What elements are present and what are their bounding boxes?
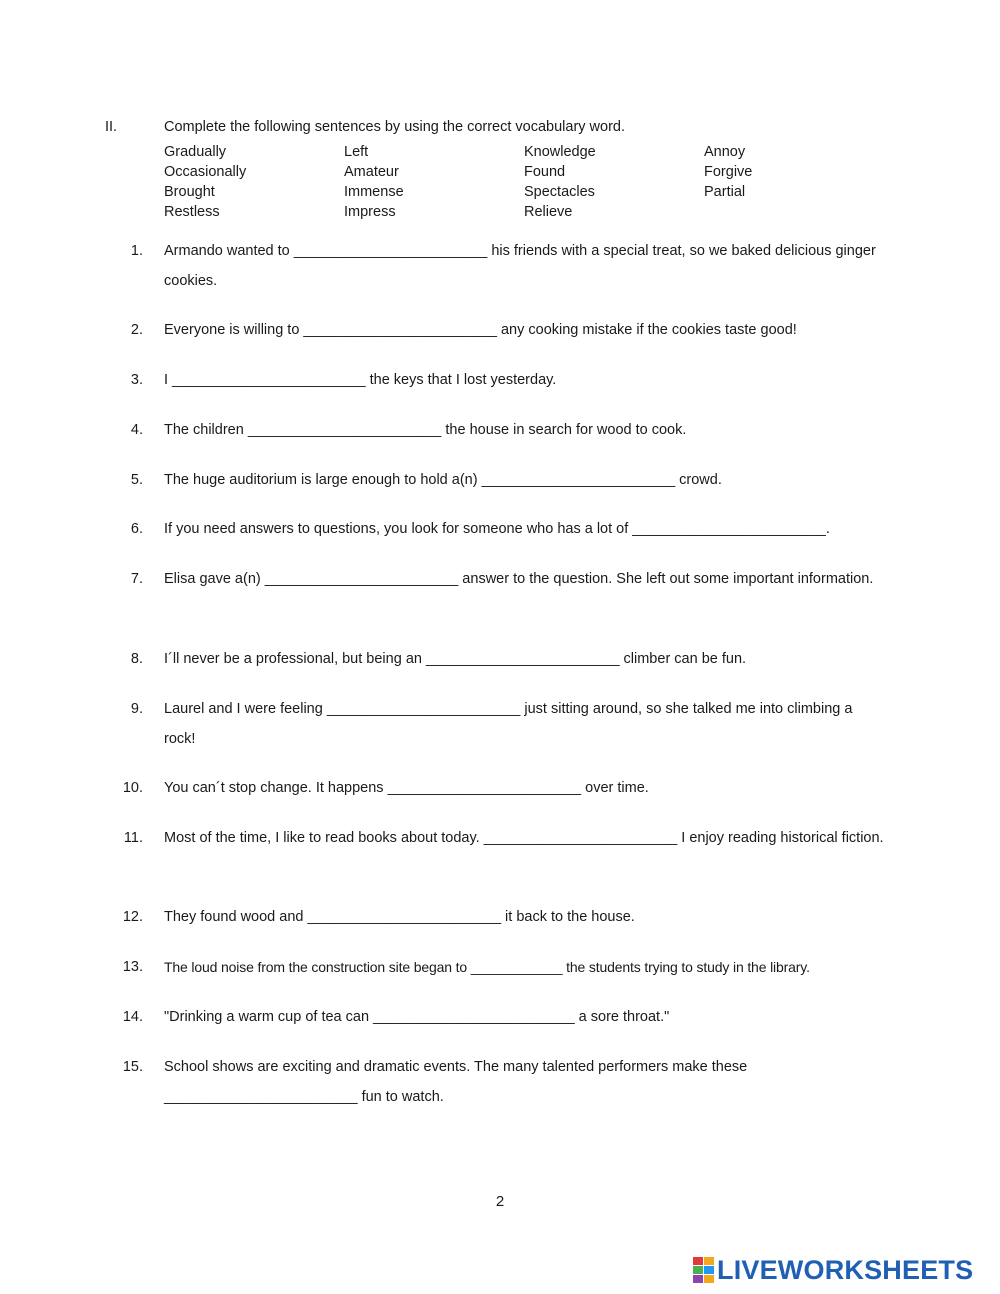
word-bank <box>164 142 884 222</box>
logo-mark-icon <box>693 1257 714 1283</box>
question-number: 9. <box>130 701 143 717</box>
word-bank-word: Annoy <box>704 144 746 160</box>
logo-text: LIVEWORKSHEETS <box>717 1255 974 1285</box>
logo-block <box>704 1257 714 1265</box>
word-bank-word: Immense <box>344 184 404 200</box>
question-number: 4. <box>130 422 143 438</box>
question-text: Most of the time, I like to read books about today. ________________________ I enjoy reading historical fiction. <box>164 830 884 846</box>
word-bank-word: Impress <box>344 204 396 220</box>
question-text: I´ll never be a professional, but being an ________________________ climber can be fun. <box>164 651 747 667</box>
word-bank-row <box>164 142 884 162</box>
word-bank-row <box>164 182 884 202</box>
logo-block <box>693 1275 703 1283</box>
word-bank-word: Left <box>344 144 369 160</box>
question-number: 11. <box>123 830 143 846</box>
question-number: 14. <box>122 1009 143 1025</box>
question-text: The loud noise from the construction site began to ____________ the students trying to study in the library. <box>164 959 810 975</box>
question-number: 15. <box>122 1059 143 1075</box>
logo-block <box>704 1275 714 1283</box>
word-bank-word: Amateur <box>344 164 399 180</box>
word-bank-word: Brought <box>164 184 215 200</box>
question-number: 10. <box>122 780 143 796</box>
question-text: I ________________________ the keys that I lost yesterday. <box>164 372 557 388</box>
question-number: 6. <box>130 521 143 537</box>
logo-block <box>693 1266 703 1274</box>
question-text: The children ________________________ the house in search for wood to cook. <box>164 422 687 438</box>
word-bank-word: Restless <box>164 204 220 220</box>
word-bank-word: Partial <box>704 184 746 200</box>
question-number: 7. <box>130 571 143 587</box>
question-text: If you need answers to questions, you look for someone who has a lot of ________________________. <box>164 521 830 537</box>
word-bank-row <box>164 162 884 182</box>
word-bank-word: Spectacles <box>524 184 595 200</box>
logo-block <box>693 1257 703 1265</box>
question-number: 5. <box>130 472 143 488</box>
instructions: Complete the following sentences by using the correct vocabulary word. <box>164 119 626 135</box>
question-text: The huge auditorium is large enough to hold a(n) ________________________ crowd. <box>164 472 722 488</box>
question-text: You can´t stop change. It happens ________________________ over time. <box>164 780 649 796</box>
question-number: 1. <box>130 243 143 259</box>
word-bank-word: Relieve <box>524 204 573 220</box>
question-text: Everyone is willing to ________________________ any cooking mistake if the cookies taste good! <box>164 322 797 338</box>
question-number: 12. <box>122 909 143 925</box>
word-bank-word: Found <box>524 164 566 180</box>
word-bank-word: Knowledge <box>524 144 596 160</box>
question-number: 8. <box>130 651 143 667</box>
word-bank-word <box>704 202 884 222</box>
word-bank-word: Forgive <box>704 164 753 180</box>
question-text: Laurel and I were feeling ________________________ just sitting around, so she talked me into climbing a rock! <box>164 701 853 747</box>
question-text: Armando wanted to ________________________ his friends with a special treat, so we baked delicious ginger cookies. <box>164 243 876 289</box>
page-number: 2 <box>495 1193 505 1210</box>
question-number: 2. <box>130 322 143 338</box>
question-text: School shows are exciting and dramatic events. The many talented performers make these ________________________ fun to watch. <box>164 1059 748 1105</box>
question-text: They found wood and ________________________ it back to the house. <box>164 909 635 925</box>
section-number: II. <box>105 119 118 135</box>
word-bank-row <box>164 202 884 222</box>
word-bank-word: Occasionally <box>164 164 247 180</box>
question-number: 13. <box>122 959 143 975</box>
word-bank-word: Gradually <box>164 144 227 160</box>
question-number: 3. <box>130 372 143 388</box>
liveworksheets-logo <box>693 1255 973 1285</box>
question-text: "Drinking a warm cup of tea can _________________________ a sore throat." <box>164 1009 670 1025</box>
question-text: Elisa gave a(n) ________________________ answer to the question. She left out some important information. <box>164 571 874 587</box>
logo-block <box>704 1266 714 1274</box>
